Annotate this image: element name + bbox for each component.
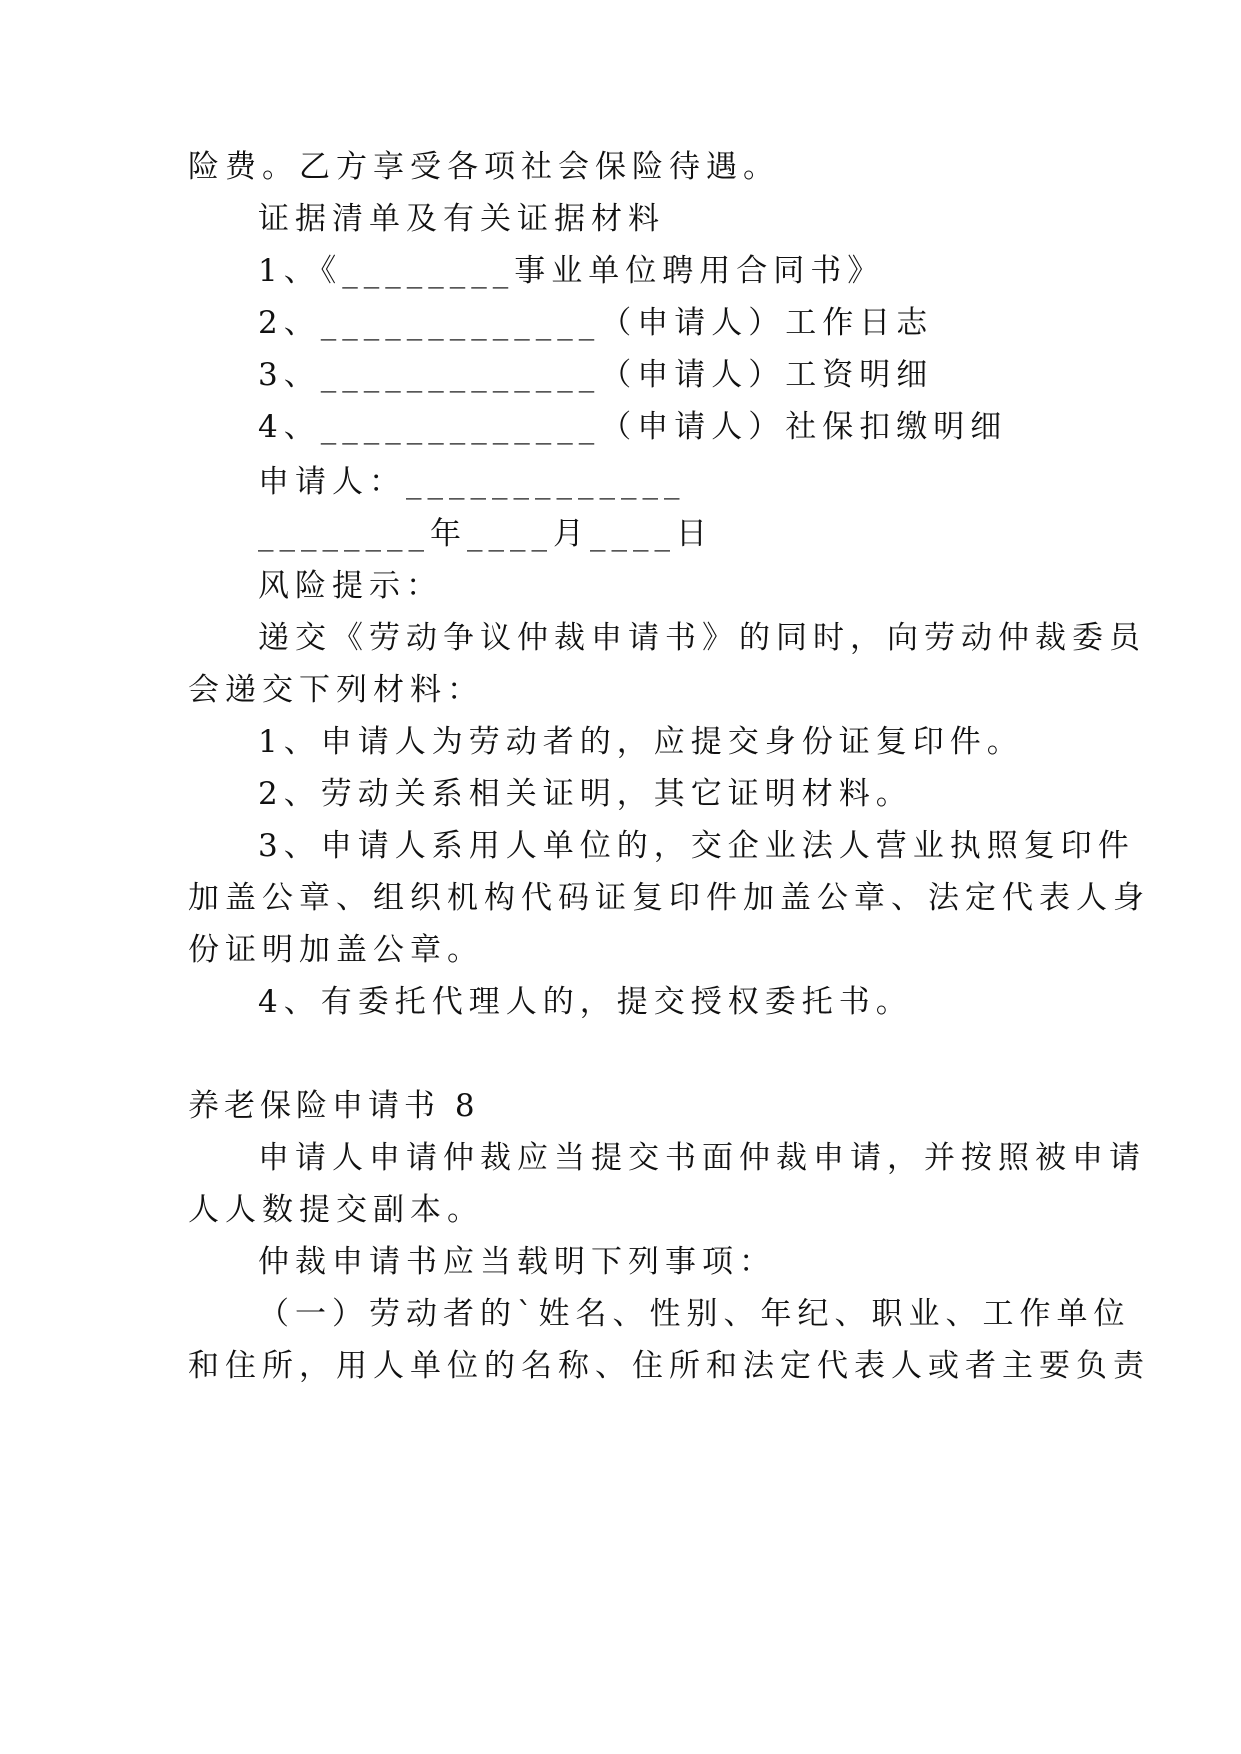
text-line: 会递交下列材料： [188, 672, 484, 708]
text-line: （一）劳动者的`姓名、性别、年纪、职业、工作单位 [258, 1296, 1131, 1332]
material-item-4: 4、有委托代理人的，提交授权委托书。 [258, 984, 913, 1020]
evidence-item-3: 3、_____________（申请人）工资明细 [258, 357, 934, 393]
text-line: 加盖公章、组织机构代码证复印件加盖公章、法定代表人身 [188, 880, 1150, 916]
evidence-item-4: 4、_____________（申请人）社保扣缴明细 [258, 409, 1008, 445]
material-item-2: 2、劳动关系相关证明，其它证明材料。 [258, 776, 913, 812]
text-line: 和住所，用人单位的名称、住所和法定代表人或者主要负责 [188, 1348, 1150, 1384]
text-line: 申请人申请仲裁应当提交书面仲裁申请，并按照被申请 [258, 1140, 1146, 1176]
evidence-item-1: 1、《________事业单位聘用合同书》 [258, 253, 885, 289]
section-title: 养老保险申请书 8 [188, 1088, 480, 1124]
text-line: 人人数提交副本。 [188, 1192, 484, 1228]
text-line: 份证明加盖公章。 [188, 932, 484, 968]
section-heading-evidence-list: 证据清单及有关证据材料 [258, 201, 665, 237]
material-item-1: 1、申请人为劳动者的，应提交身份证复印件。 [258, 724, 1024, 760]
text-line: 递交《劳动争议仲裁申请书》的同时，向劳动仲裁委员 [258, 620, 1146, 656]
evidence-item-2: 2、_____________（申请人）工作日志 [258, 305, 934, 341]
material-item-3: 3、申请人系用人单位的，交企业法人营业执照复印件 [258, 828, 1135, 864]
date-line: ________年____月____日 [258, 516, 713, 552]
applicant-signature-line: 申请人：_____________ [258, 464, 686, 500]
text-line: 仲裁申请书应当载明下列事项： [258, 1244, 776, 1280]
text-line: 险费。乙方享受各项社会保险待遇。 [188, 149, 780, 185]
risk-notice-heading: 风险提示： [258, 568, 443, 604]
